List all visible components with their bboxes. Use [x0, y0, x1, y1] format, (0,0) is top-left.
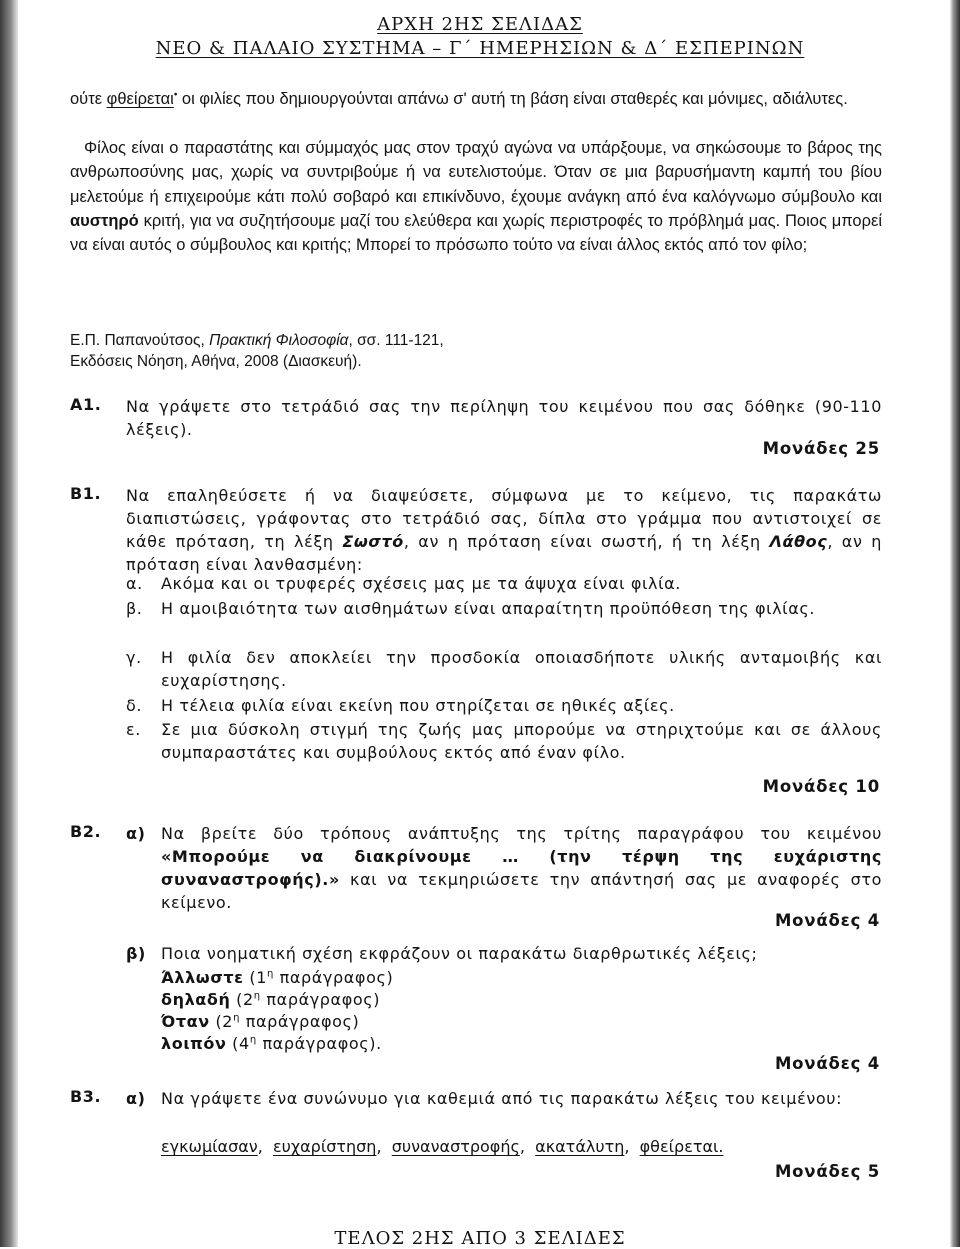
b2-a-letter: α) [126, 824, 146, 843]
b1-item-letter: ε. [126, 720, 141, 739]
question-a1-text: Να γράψετε στο τετράδιό σας την περίληψη του κειμένου που σας δόθηκε (90-110 λέξεις). [126, 397, 882, 439]
question-label-b1: Β1. [70, 484, 102, 503]
paragraph-friend: Φίλος είναι ο παραστάτης και σύμμαχός μας στον τραχύ αγώνα να υπάρξουμε, να σηκώσουμε το βάρος της ανθρωποσύνης μας, χωρίς να συντριβούμε ή να ευτελιστούμε. Όταν σε μια βαρυσήμαντη καμπή του βίου μελετούμε ή επιχειρούμε κάτι πολύ σοβαρό και επικίνδυνο, έχουμε ανάγκη από ένα καλόγνωμο σύμβουλο και αυστηρό κριτή, για να συζητήσουμε μαζί του ελεύθερα και χωρίς περιστροφές το πρόβλημά μας. Ποιος μπορεί να είναι αυτός ο σύμβουλος και κριτής; Μπορεί το πρόσωπο τούτο να είναι άλλος εκτός από τον φίλο; [70, 139, 882, 255]
page-footer: ΤΕΛΟΣ 2ΗΣ ΑΠΟ 3 ΣΕΛΙΔΕΣ [334, 1228, 626, 1249]
b1-item-text: Ακόμα και οι τρυφερές σχέσεις μας με τα άψυχα είναι φιλία. [161, 574, 681, 593]
question-label-a1: Α1. [70, 395, 102, 414]
marks-b2a: Μονάδες 4 [774, 911, 880, 930]
b2-word-otan: Όταν ($2^\eta$ παράγραφος) [161, 1012, 360, 1031]
bold-word: αυστηρό [70, 211, 139, 230]
b1-item-text: Η τέλεια φιλία είναι εκείνη που στηρίζεται σε ηθικές αξίες. [161, 696, 675, 715]
marks-a1: Μονάδες 25 [762, 439, 880, 458]
b1-item-text: Σε μια δύσκολη στιγμή της ζωής μας μπορούμε να στηριχτούμε και σε άλλους συμπαραστάτες και συμβούλους εκτός από έναν φίλο. [161, 720, 882, 762]
b2-b-letter: β) [126, 944, 146, 963]
question-label-b3: Β3. [70, 1087, 102, 1106]
b1-item-letter: α. [126, 574, 143, 593]
question-b2a-text: Να βρείτε δύο τρόπους ανάπτυξης της τρίτης παραγράφου του κειμένου «Μπορούμε να διακρίνουμε … (την τέρψη της ευχάριστης συναναστροφής).» και να τεκμηριώσετε την απάντησή σας με αναφορές στο κείμενο. [161, 824, 882, 912]
b3-word-list: εγκωμίασαν, ευχαρίστηση, συναναστροφής, ακατάλυτη, φθείρεται. [161, 1137, 724, 1156]
question-label-b2: Β2. [70, 822, 102, 841]
source-citation: Ε.Π. Παπανούτσος, Πρακτική Φιλοσοφία, σσ. 111-121, Εκδόσεις Νόηση, Αθήνα, 2008 (Διασκευή). [70, 332, 444, 370]
marks-b2b: Μονάδες 4 [774, 1054, 880, 1073]
marks-b3: Μονάδες 5 [774, 1162, 880, 1181]
b2-word-allwste: Άλλωστε ($1^\eta$ παράγραφος) [161, 968, 394, 987]
b3-a-letter: α) [126, 1089, 146, 1108]
scan-edge-left [0, 0, 18, 1247]
marks-b1: Μονάδες 10 [762, 777, 880, 796]
paragraph-continuation: ούτε φθείρεται• οι φιλίες που δημιουργούνται απάνω σ' αυτή τη βάση είναι σταθερές και μόνιμες, αδιάλυτες. [70, 89, 848, 108]
b1-item-letter: β. [126, 599, 143, 618]
question-b2b-text: Ποια νοηματική σχέση εκφράζουν οι παρακάτω διαρθρωτικές λέξεις; [161, 944, 758, 963]
b1-item-letter: δ. [126, 696, 143, 715]
b2-word-loipon: λοιπόν ($4^\eta$ παράγραφος). [161, 1034, 382, 1053]
b1-item-letter: γ. [126, 648, 142, 667]
page-header-line2: ΝΕΟ & ΠΑΛΑΙΟ ΣΥΣΤΗΜΑ – Γ΄ ΗΜΕΡΗΣΙΩΝ & Δ΄ ΕΣΠΕΡΙΝΩΝ [155, 38, 805, 59]
word-ftheiretai: φθείρεται [106, 90, 174, 108]
question-b3-text: Να γράψετε ένα συνώνυμο για καθεμιά από τις παρακάτω λέξεις του κειμένου: [161, 1089, 843, 1108]
b1-item-text: Η αμοιβαιότητα των αισθημάτων είναι απαραίτητη προϋπόθεση της φιλίας. [161, 599, 816, 618]
b2-word-dilady: δηλαδή ($2^\eta$ παράγραφος) [161, 990, 381, 1009]
question-b1-intro: Να επαληθεύσετε ή να διαψεύσετε, σύμφωνα με το κείμενο, τις παρακάτω διαπιστώσεις, γράφοντας στο τετράδιό σας, δίπλα στο γράμμα που αντιστοιχεί σε κάθε πρόταση, τη λέξη Σωστό, αν η πρόταση είναι σωστή, ή τη λέξη Λάθος, αν η πρόταση είναι λανθασμένη: [126, 486, 882, 574]
scan-edge-right [950, 0, 960, 1247]
b1-item-text: Η φιλία δεν αποκλείει την προσδοκία οποιασδήποτε υλικής ανταμοιβής και ευχαρίστησης. [161, 648, 882, 690]
page-header-line1: ΑΡΧΗ 2ΗΣ ΣΕΛΙΔΑΣ [377, 14, 583, 35]
